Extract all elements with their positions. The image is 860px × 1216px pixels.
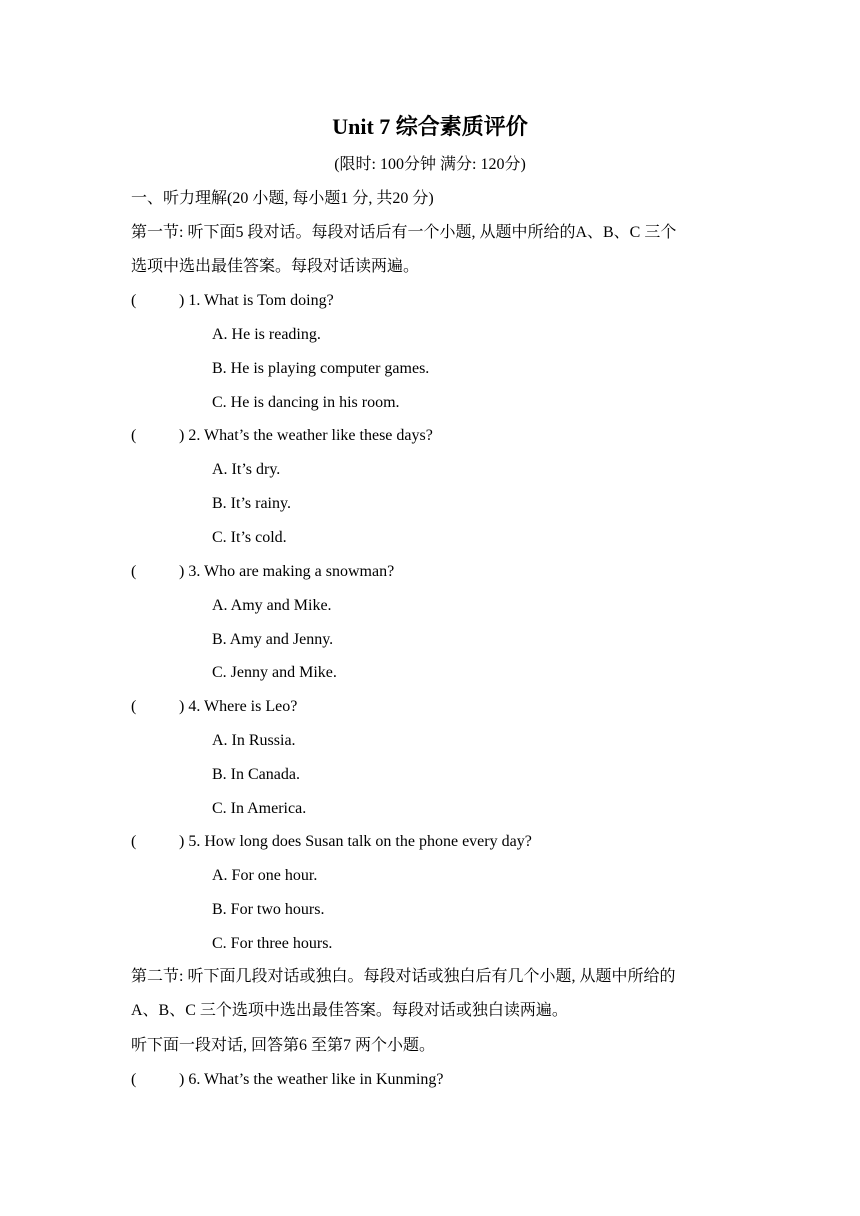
part1-instruction-line1: 第一节: 听下面5 段对话。每段对话后有一个小题, 从题中所给的A、B、C 三个 [131, 224, 677, 241]
answer-bracket-open: ( [131, 698, 137, 715]
q2-option-c: C. It’s cold. [212, 529, 287, 546]
answer-bracket-close: ) [179, 292, 185, 309]
answer-bracket-close: ) [179, 698, 185, 715]
part2-dialogue-instruction: 听下面一段对话, 回答第6 至第7 两个小题。 [131, 1037, 436, 1054]
time-score-limit: (限时: 100分钟 满分: 120分) [334, 156, 526, 173]
q5-option-c: C. For three hours. [212, 935, 333, 952]
part1-instruction-line2: 选项中选出最佳答案。每段对话读两遍。 [131, 258, 420, 275]
q5-option-b: B. For two hours. [212, 901, 325, 918]
question-text: 6. What’s the weather like in Kunming? [188, 1071, 444, 1088]
answer-bracket-close: ) [179, 833, 185, 850]
q3-option-a: A. Amy and Mike. [212, 597, 332, 614]
part2-instruction-line2: A、B、C 三个选项中选出最佳答案。每段对话或独白读两遍。 [131, 1002, 568, 1019]
q4-option-b: B. In Canada. [212, 766, 300, 783]
q2-option-a: A. It’s dry. [212, 461, 281, 478]
question-text: 2. What’s the weather like these days? [188, 427, 433, 444]
question-text: 4. Where is Leo? [188, 698, 298, 715]
q3-option-c: C. Jenny and Mike. [212, 664, 337, 681]
q1-option-c: C. He is dancing in his room. [212, 394, 400, 411]
q2-option-b: B. It’s rainy. [212, 495, 291, 512]
section-heading-listening: 一、听力理解(20 小题, 每小题1 分, 共20 分) [131, 190, 434, 207]
question-2 [131, 424, 751, 448]
answer-bracket-open: ( [131, 833, 137, 850]
question-5 [131, 830, 751, 854]
answer-bracket-open: ( [131, 563, 137, 580]
page-title: Unit 7 综合素质评价 [332, 114, 528, 139]
question-text: 3. Who are making a snowman? [188, 563, 395, 580]
q3-option-b: B. Amy and Jenny. [212, 631, 334, 648]
answer-bracket-close: ) [179, 1071, 185, 1088]
q1-option-a: A. He is reading. [212, 326, 321, 343]
q5-option-a: A. For one hour. [212, 867, 318, 884]
question-text: 5. How long does Susan talk on the phone every day? [188, 833, 532, 850]
answer-bracket-close: ) [179, 563, 185, 580]
answer-bracket-open: ( [131, 427, 137, 444]
question-3 [131, 560, 751, 584]
question-text: 1. What is Tom doing? [188, 292, 334, 309]
question-1 [131, 289, 751, 313]
part2-instruction-line1: 第二节: 听下面几段对话或独白。每段对话或独白后有几个小题, 从题中所给的 [131, 968, 676, 985]
answer-bracket-open: ( [131, 292, 137, 309]
q1-option-b: B. He is playing computer games. [212, 360, 430, 377]
question-6 [131, 1068, 751, 1092]
q4-option-c: C. In America. [212, 800, 307, 817]
answer-bracket-open: ( [131, 1071, 137, 1088]
answer-bracket-close: ) [179, 427, 185, 444]
question-4 [131, 695, 751, 719]
q4-option-a: A. In Russia. [212, 732, 296, 749]
